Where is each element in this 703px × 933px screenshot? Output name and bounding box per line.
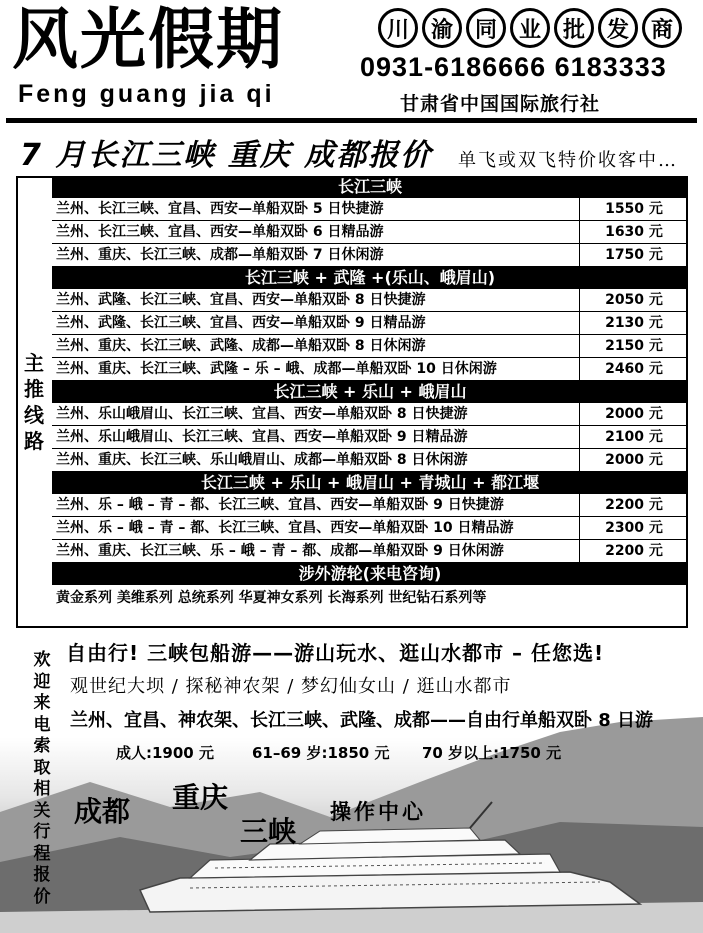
route-cell: 兰州、长江三峡、宜昌、西安—单船双卧 5 日快捷游 bbox=[52, 198, 580, 220]
price-cell: 2000 元 bbox=[605, 452, 663, 468]
section-header: 长江三峡 bbox=[52, 176, 688, 198]
table-row bbox=[52, 335, 688, 358]
welcome-char: 价 bbox=[33, 886, 51, 907]
price-cell: 2100 元 bbox=[605, 429, 663, 445]
table-row bbox=[52, 494, 688, 517]
section-header: 长江三峡 + 武隆 +(乐山、峨眉山) bbox=[52, 267, 688, 289]
route-cell: 兰州、乐 – 峨 – 青 – 都、长江三峡、宜昌、西安—单船双卧 10 日精品游 bbox=[52, 517, 580, 539]
badge-char: 发 bbox=[598, 8, 638, 48]
city-sanxia: 三峡 bbox=[240, 815, 297, 848]
price-cell: 2300 元 bbox=[605, 520, 663, 536]
price-senior-61: 61–69 岁:1850 元 bbox=[252, 744, 390, 762]
side-label bbox=[16, 176, 52, 628]
wholesaler-badge bbox=[378, 8, 682, 48]
welcome-char: 来 bbox=[33, 693, 51, 713]
header-divider bbox=[6, 118, 697, 123]
cruise-series: 黄金系列 美维系列 总统系列 华夏神女系列 长海系列 世纪钻石系列等 bbox=[56, 590, 487, 606]
attractions-line: 观世纪大坝 / 探秘神农架 / 梦幻仙女山 / 逛山水都市 bbox=[70, 676, 512, 697]
route-cell: 兰州、重庆、长江三峡、武隆、成都—单船双卧 8 日休闲游 bbox=[52, 335, 580, 357]
table-row bbox=[52, 426, 688, 449]
welcome-char: 报 bbox=[33, 865, 51, 885]
section-header: 涉外游轮(来电咨询) bbox=[52, 563, 688, 585]
welcome-char: 欢 bbox=[33, 650, 51, 670]
city-chengdu: 成都 bbox=[74, 795, 131, 828]
brand-title: 风光假期 bbox=[12, 0, 284, 78]
welcome-char: 迎 bbox=[33, 671, 51, 692]
price-cell: 2050 元 bbox=[605, 292, 663, 308]
page-title: 7 月长江三峡 重庆 成都报价 bbox=[20, 138, 433, 173]
welcome-char: 电 bbox=[33, 714, 51, 735]
table-row bbox=[52, 221, 688, 244]
price-cell: 2000 元 bbox=[605, 406, 663, 422]
badge-char: 同 bbox=[466, 8, 506, 48]
price-cell: 2200 元 bbox=[605, 543, 663, 559]
route-cell: 兰州、武隆、长江三峡、宜昌、西安—单船双卧 8 日快捷游 bbox=[52, 289, 580, 311]
price-cell: 1750 元 bbox=[605, 247, 663, 263]
free-travel-route: 兰州、宜昌、神农架、长江三峡、武隆、成都——自由行单船双卧 8 日游 bbox=[70, 710, 654, 731]
badge-char: 川 bbox=[378, 8, 418, 48]
route-cell: 兰州、乐山峨眉山、长江三峡、宜昌、西安—单船双卧 9 日精品游 bbox=[52, 426, 580, 448]
side-char: 线 bbox=[24, 403, 44, 427]
route-cell: 兰州、乐山峨眉山、长江三峡、宜昌、西安—单船双卧 8 日快捷游 bbox=[52, 403, 580, 425]
welcome-char: 索 bbox=[33, 736, 51, 756]
table-row bbox=[52, 198, 688, 221]
badge-char: 批 bbox=[554, 8, 594, 48]
side-char: 主 bbox=[24, 351, 44, 375]
page-subtitle: 单飞或双飞特价收客中… bbox=[458, 150, 678, 171]
operations-center: 操作中心 bbox=[330, 799, 426, 824]
side-char: 路 bbox=[24, 429, 44, 453]
route-cell: 兰州、重庆、长江三峡、成都—单船双卧 7 日休闲游 bbox=[52, 244, 580, 266]
price-rows bbox=[52, 176, 688, 609]
welcome-char: 相 bbox=[33, 779, 51, 799]
table-row bbox=[52, 517, 688, 540]
welcome-char: 程 bbox=[33, 843, 51, 864]
phone-number: 0931-6186666 6183333 bbox=[360, 52, 667, 82]
price-adult: 成人:1900 元 bbox=[116, 744, 214, 762]
agency-name: 甘肃省中国国际旅行社 bbox=[400, 93, 601, 115]
brand-pinyin: Feng guang jia qi bbox=[18, 80, 275, 108]
table-row bbox=[52, 449, 688, 472]
price-cell: 2200 元 bbox=[605, 497, 663, 513]
section-header: 长江三峡 + 乐山 + 峨眉山 + 青城山 + 都江堰 bbox=[52, 472, 688, 494]
free-travel-headline: 自由行! 三峡包船游——游山玩水、逛山水都市 – 任您选! bbox=[66, 641, 605, 665]
route-cell: 兰州、武隆、长江三峡、宜昌、西安—单船双卧 9 日精品游 bbox=[52, 312, 580, 334]
welcome-char: 关 bbox=[33, 800, 51, 821]
welcome-char: 行 bbox=[33, 822, 51, 842]
city-chongqing: 重庆 bbox=[172, 781, 229, 814]
badge-char: 商 bbox=[642, 8, 682, 48]
side-char: 推 bbox=[24, 377, 44, 401]
price-cell: 2130 元 bbox=[605, 315, 663, 331]
table-row bbox=[52, 244, 688, 267]
route-cell: 兰州、重庆、长江三峡、武隆 – 乐 – 峨、成都—单船双卧 10 日休闲游 bbox=[52, 358, 580, 380]
table-row bbox=[52, 540, 688, 563]
badge-char: 业 bbox=[510, 8, 550, 48]
route-cell: 兰州、重庆、长江三峡、乐山峨眉山、成都—单船双卧 8 日休闲游 bbox=[52, 449, 580, 471]
badge-char: 渝 bbox=[422, 8, 462, 48]
table-row bbox=[52, 403, 688, 426]
route-cell: 兰州、长江三峡、宜昌、西安—单船双卧 6 日精品游 bbox=[52, 221, 580, 243]
price-cell: 1630 元 bbox=[605, 224, 663, 240]
table-row bbox=[52, 289, 688, 312]
price-cell: 2460 元 bbox=[605, 361, 663, 377]
welcome-vertical-text bbox=[30, 650, 54, 908]
price-cell: 2150 元 bbox=[605, 338, 663, 354]
price-senior-70: 70 岁以上:1750 元 bbox=[422, 744, 562, 762]
welcome-char: 取 bbox=[33, 757, 51, 778]
table-row bbox=[52, 358, 688, 381]
table-row bbox=[52, 312, 688, 335]
price-cell: 1550 元 bbox=[605, 201, 663, 217]
section-header: 长江三峡 + 乐山 + 峨眉山 bbox=[52, 381, 688, 403]
route-cell: 兰州、乐 – 峨 – 青 – 都、长江三峡、宜昌、西安—单船双卧 9 日快捷游 bbox=[52, 494, 580, 516]
route-cell: 兰州、重庆、长江三峡、乐 – 峨 – 青 – 都、成都—单船双卧 9 日休闲游 bbox=[52, 540, 580, 562]
